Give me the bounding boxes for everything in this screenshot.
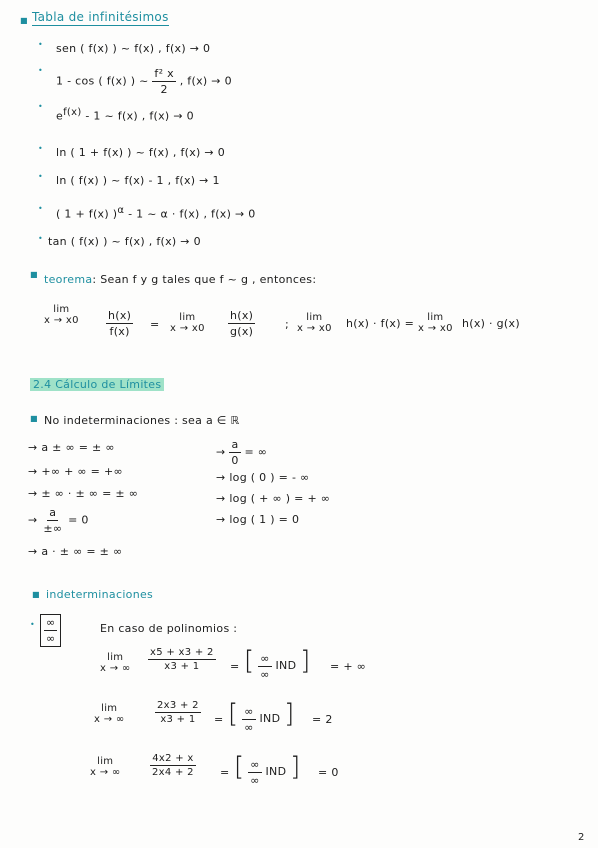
section-title-infinitesimos: Tabla de infinitésimos	[32, 10, 169, 24]
indeterminate-bracket-row3	[234, 754, 301, 787]
fraction-denominator: f(x)	[109, 325, 130, 338]
fraction	[148, 647, 216, 672]
bullet-icon: •	[38, 144, 43, 153]
fraction-numerator: h(x)	[108, 309, 132, 322]
equivalence-sen: sen ( f(x) ) ~ f(x) , f(x) → 0	[56, 42, 211, 55]
rule-right-4: → log ( 1 ) = 0	[216, 513, 300, 526]
lim-subscript: x → x0	[418, 323, 453, 334]
product-hf: h(x) · f(x) =	[346, 317, 415, 330]
fraction-denominator: ∞	[46, 632, 56, 645]
fraction-numerator: 2x3 + 2	[157, 700, 199, 711]
equivalence-exp	[56, 107, 194, 123]
rule-left-3: → ± ∞ · ± ∞ = ± ∞	[28, 487, 139, 500]
power-tail: - 1 ~ α · f(x) , f(x) → 0	[128, 207, 256, 221]
bracket-open: [	[228, 699, 239, 729]
rule-text: ± ∞ · ± ∞ = ± ∞	[41, 487, 139, 500]
rule-text: +∞ + ∞ = +∞	[41, 465, 123, 478]
fraction-denominator: ∞	[260, 667, 270, 681]
rule-left-4: → $\frac{a}{\pm\infty}$ = 0	[28, 506, 89, 535]
fraction	[155, 700, 201, 725]
equivalence-ln-1: ln ( 1 + f(x) ) ~ f(x) , f(x) → 0	[56, 146, 226, 159]
bracket-close: ]	[300, 646, 311, 676]
bullet-icon: •	[38, 204, 43, 213]
rule-right-1: → $\frac{a}{0}$ = ∞	[216, 438, 268, 467]
equivalence-tan: tan ( f(x) ) ~ f(x) , f(x) → 0	[48, 235, 201, 248]
teorema-text: : Sean f y g tales que f ~ g , entonces:	[92, 273, 317, 286]
rule-text: a ± ∞ = ± ∞	[41, 441, 115, 454]
rule-text: a · ± ∞ = ± ∞	[41, 545, 123, 558]
lim-text: lim	[97, 756, 114, 767]
fraction-h-over-f	[106, 309, 133, 338]
fraction-h-over-g	[228, 309, 255, 338]
exp-superscript: f(x)	[63, 107, 82, 118]
lim-subscript: x → ∞	[94, 714, 125, 725]
rule-right-2: → log ( 0 ) = - ∞	[216, 471, 310, 484]
fraction-numerator: a	[231, 438, 239, 451]
fraction	[44, 616, 57, 645]
indeterminate-bracket-row1	[244, 648, 311, 681]
equals-sign: =	[220, 766, 230, 779]
page-number: 2	[578, 832, 585, 843]
lim-text: lim	[101, 703, 118, 714]
exp-tail: - 1 ~ f(x) , f(x) → 0	[85, 109, 194, 123]
fraction-numerator: ∞	[46, 616, 56, 629]
exp-base: e	[56, 109, 64, 123]
polynomial-fraction-row1	[148, 647, 216, 672]
rule-left-2: → +∞ + ∞ = +∞	[28, 465, 123, 478]
fraction	[258, 652, 271, 681]
bullet-icon: •	[38, 172, 43, 181]
rule-left-5: → a · ± ∞ = ± ∞	[28, 545, 123, 558]
fraction-numerator: a	[49, 506, 57, 519]
limit-operator-row1	[100, 652, 130, 674]
bullet-icon: •	[38, 66, 43, 75]
result-row3: = 0	[318, 766, 339, 779]
equivalence-ln-2: ln ( f(x) ) ~ f(x) - 1 , f(x) → 1	[56, 174, 220, 187]
ind-text: IND	[265, 765, 287, 778]
fraction-denominator: 2	[160, 83, 168, 96]
fraction-numerator: ∞	[244, 704, 254, 718]
bullet-icon: ■	[32, 590, 40, 599]
lim-text: lim	[427, 312, 444, 323]
limit-operator-left	[44, 304, 79, 326]
fraction-denominator: ∞	[250, 773, 260, 787]
bracket-open: [	[244, 646, 255, 676]
fraction	[41, 506, 64, 535]
equivalence-cos-tail: , f(x) → 0	[179, 74, 232, 88]
product-hg: h(x) · g(x)	[462, 317, 520, 330]
equivalence-cos-lhs: 1 - cos ( f(x) ) ~	[56, 74, 149, 88]
fraction-numerator: x5 + x3 + 2	[150, 647, 214, 658]
limit-operator-right2	[418, 312, 453, 334]
result-row1: = + ∞	[330, 660, 367, 673]
section-title-calculo-limites: 2.4 Cálculo de Límites	[30, 378, 164, 391]
limit-operator-row3	[90, 756, 120, 778]
fraction-numerator: ∞	[260, 651, 270, 665]
bullet-icon: •	[38, 40, 43, 49]
bracket-close: ]	[284, 699, 295, 729]
ind-text: IND	[259, 712, 281, 725]
bullet-icon: •	[30, 620, 35, 629]
fraction-denominator: g(x)	[230, 325, 254, 338]
bullet-icon: ■	[30, 270, 38, 279]
fraction-denominator: ∞	[244, 720, 254, 734]
equals-sign: =	[230, 660, 240, 673]
lim-subscript: x → ∞	[100, 663, 131, 674]
power-base: ( 1 + f(x) )	[56, 207, 118, 221]
indeterminate-bracket-row2	[228, 701, 295, 734]
indeterminate-form-box	[40, 614, 61, 647]
limit-operator-middle	[170, 312, 205, 334]
bullet-icon: •	[38, 102, 43, 111]
teorema-statement	[44, 273, 316, 286]
lim-text: lim	[107, 652, 124, 663]
no-indeterminaciones-heading: No indeterminaciones : sea a ∈ ℝ	[44, 414, 240, 427]
limit-operator-row2	[94, 703, 124, 725]
polynomial-fraction-row2	[155, 700, 201, 725]
bracket-open: [	[234, 752, 245, 782]
rule-right-3: → log ( + ∞ ) = + ∞	[216, 492, 331, 505]
bracket-close: ]	[290, 752, 301, 782]
fraction-numerator: ∞	[250, 757, 260, 771]
fraction	[229, 438, 240, 467]
rule-left-1: → a ± ∞ = ± ∞	[28, 441, 115, 454]
fraction-denominator: x3 + 1	[160, 714, 196, 725]
teorema-label: teorema	[44, 273, 93, 286]
power-superscript: α	[117, 205, 125, 216]
equals-sign: =	[150, 318, 160, 331]
boxed-fraction	[40, 614, 61, 647]
limit-operator-right1	[297, 312, 332, 334]
fraction-denominator: ±∞	[43, 522, 63, 535]
bullet-icon: ■	[20, 16, 28, 25]
bullet-icon: •	[38, 234, 43, 243]
rule-text: log ( + ∞ ) = + ∞	[229, 492, 331, 505]
rule-text: log ( 1 ) = 0	[229, 513, 300, 526]
semicolon: ;	[285, 318, 290, 331]
fraction	[152, 67, 176, 96]
lim-text: lim	[53, 304, 70, 315]
lim-subscript: x → x0	[170, 323, 205, 334]
bullet-icon: ■	[30, 414, 38, 423]
rule-text: log ( 0 ) = - ∞	[229, 471, 310, 484]
fraction	[242, 705, 255, 734]
result-row2: = 2	[312, 713, 333, 726]
equivalence-power	[56, 205, 256, 221]
fraction-denominator: x3 + 1	[164, 661, 200, 672]
equivalence-cos	[56, 67, 232, 96]
fraction-denominator: 2x4 + 2	[152, 767, 194, 778]
fraction-numerator: 4x2 + x	[152, 753, 194, 764]
fraction	[150, 753, 196, 778]
fraction-numerator: f² x	[154, 67, 174, 80]
fraction-numerator: h(x)	[230, 309, 254, 322]
lim-text: lim	[306, 312, 323, 323]
fraction	[248, 758, 261, 787]
lim-subscript: x → x0	[297, 323, 332, 334]
section-title-indeterminaciones: indeterminaciones	[46, 588, 154, 601]
polynomial-fraction-row3	[150, 753, 196, 778]
lim-subscript: x → ∞	[90, 767, 121, 778]
fraction	[228, 309, 255, 338]
caso-polinomios: En caso de polinomios :	[100, 622, 238, 635]
lim-text: lim	[179, 312, 196, 323]
rule-text: = ∞	[244, 445, 268, 459]
ind-text: IND	[275, 659, 297, 672]
fraction-denominator: 0	[231, 454, 239, 467]
rule-text: = 0	[68, 513, 89, 527]
fraction	[106, 309, 133, 338]
equals-sign: =	[214, 713, 224, 726]
lim-subscript: x → x0	[44, 315, 79, 326]
